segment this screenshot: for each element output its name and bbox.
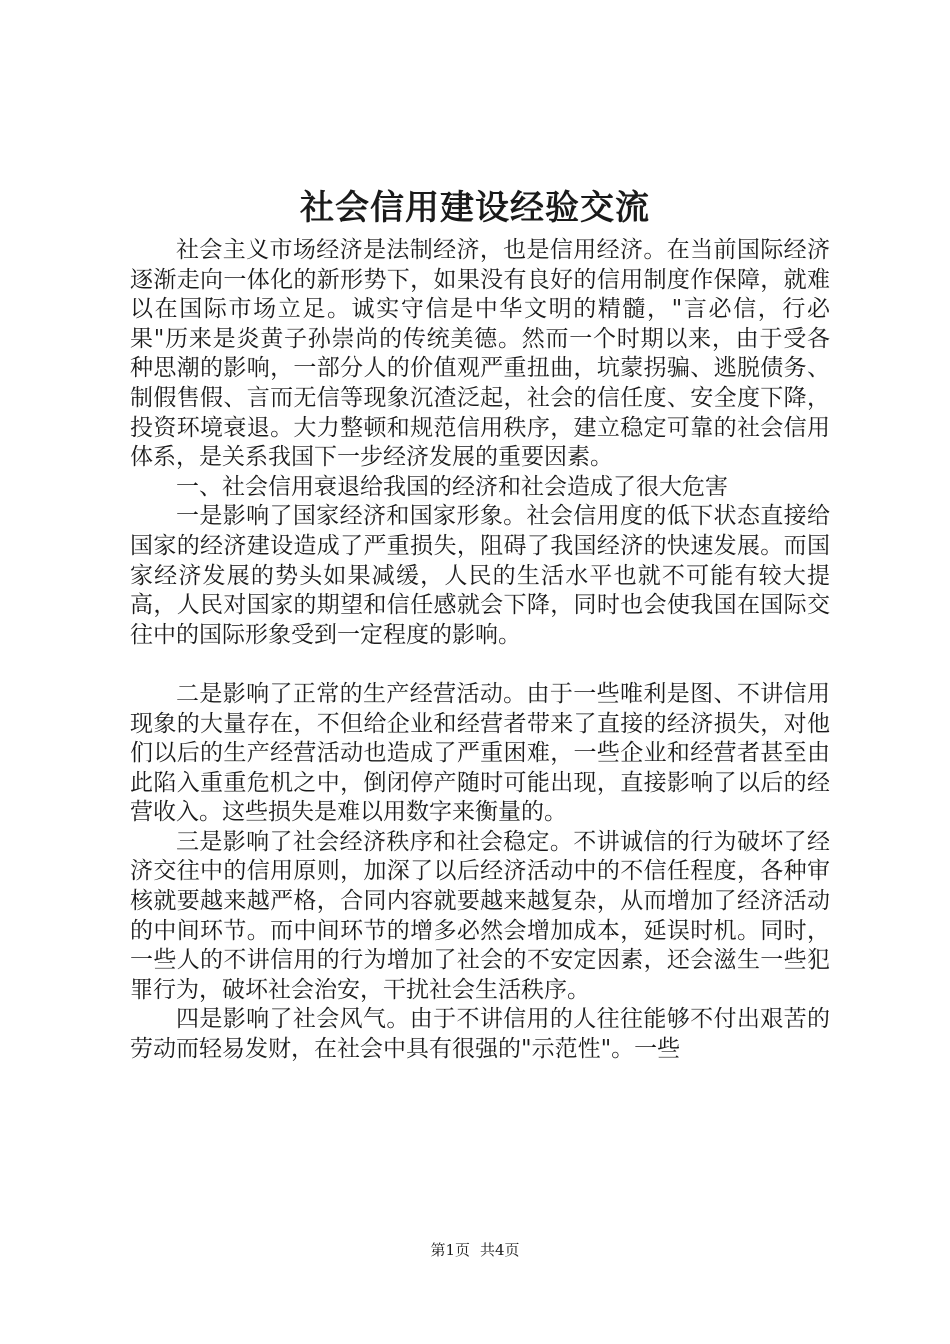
page-footer <box>0 1240 950 1260</box>
document-title: 社会信用建设经验交流 <box>300 188 650 228</box>
section-heading: 一、社会信用衰退给我国的经济和社会造成了很大危害 <box>176 473 728 500</box>
paragraph-point-three: 三是影响了社会经济秩序和社会稳定。不讲诚信的行为破坏了经济交往中的信用原则，加深了以后经济活动中的不信任程度，各种审核就要越来越严格，合同内容就要越来越复杂，从而增加了经济活动的中间环节。而中间环节的增多必然会增加成本，延误时机。同时，一些人的不讲信用的行为增加了社会的不安定因素，还会滋生一些犯罪行为，破坏社会治安，干扰社会生活秩序。 <box>130 828 830 1003</box>
page-number: 第1页 <box>430 1241 470 1259</box>
paragraph-point-four: 四是影响了社会风气。由于不讲信用的人往往能够不付出艰苦的劳动而轻易发财，在社会中具有很强的"示范性"。一些 <box>130 1006 830 1063</box>
page-total: 共4页 <box>480 1241 520 1259</box>
paragraph-point-one: 一是影响了国家经济和国家形象。社会信用度的低下状态直接给国家的经济建设造成了严重损失，阻碍了我国经济的快速发展。而国家经济发展的势头如果减缓，人民的生活水平也就不可能有较大提高，人民对国家的期望和信任感就会下降，同时也会使我国在国际交往中的国际形象受到一定程度的影响。 <box>130 503 830 648</box>
paragraph-intro: 社会主义市场经济是法制经济，也是信用经济。在当前国际经济逐渐走向一体化的新形势下，如果没有良好的信用制度作保障，就难以在国际市场立足。诚实守信是中华文明的精髓，"言必信，行必果"历来是炎黄子孙崇尚的传统美德。然而一个时期以来，由于受各种思潮的影响，一部分人的价值观严重扭曲，坑蒙拐骗、逃脱债务、制假售假、言而无信等现象沉渣泛起，社会的信任度、安全度下降，投资环境衰退。大力整顿和规范信用秩序，建立稳定可靠的社会信用体系，是关系我国下一步经济发展的重要因素。 <box>130 237 830 471</box>
paragraph-point-two: 二是影响了正常的生产经营活动。由于一些唯利是图、不讲信用现象的大量存在，不但给企业和经营者带来了直接的经济损失，对他们以后的生产经营活动也造成了严重困难，一些企业和经营者甚至由此陷入重重危机之中，倒闭停产随时可能出现，直接影响了以后的经营收入。这些损失是难以用数字来衡量的。 <box>130 680 830 826</box>
document-body <box>130 236 830 1065</box>
